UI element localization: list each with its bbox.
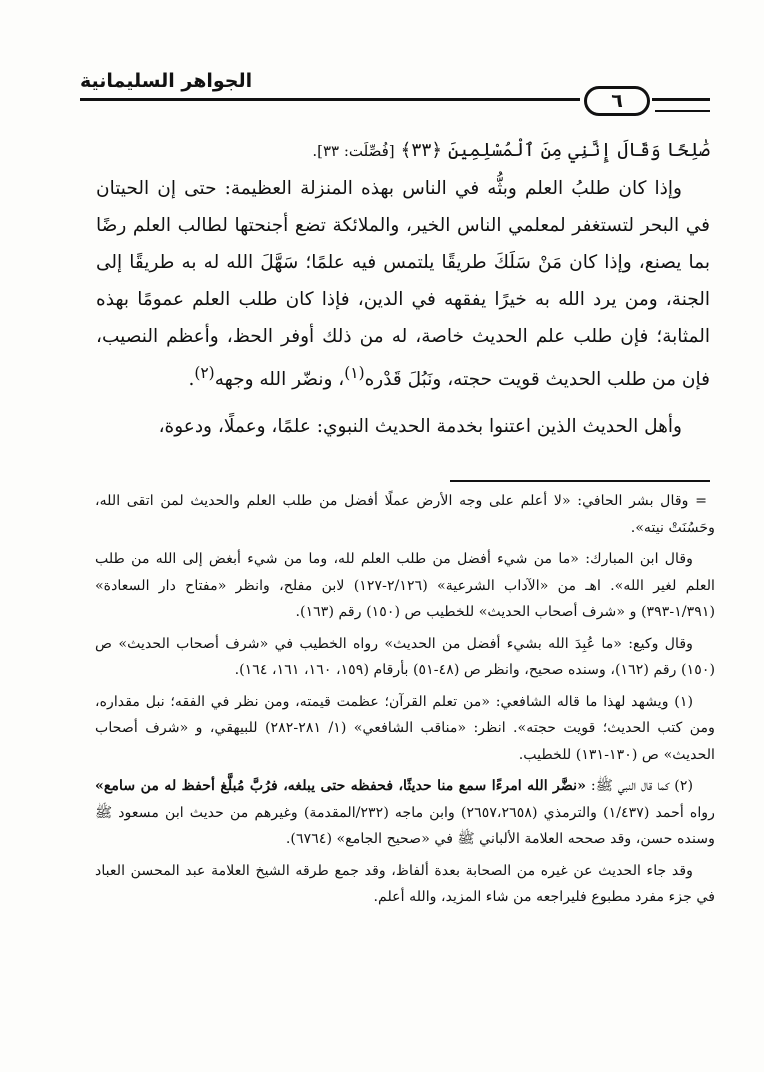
running-title: الجواهر السليمانية <box>80 70 253 92</box>
footnote-1: (١) ويشهد لهذا ما قاله الشافعي: «من تعلم القرآن؛ عظمت قيمته، ومن نظر في الفقه؛ نبل مقداره، ومن كتب الحديث؛ قويت حجته». انظر: «مناقب الشافعي» (١/ ٢٨١-٢٨٢) للبيهقي، و «شرف أصحاب الحديث» ص (١٣٠-١٣١) للخطيب. <box>95 693 716 763</box>
footnotes <box>95 488 715 916</box>
footnote-marker-1: (١) <box>344 364 365 382</box>
page-number-frame <box>580 86 652 114</box>
footnote-marker-2: (٢) <box>194 364 215 382</box>
paragraph-1-end: . <box>188 369 195 391</box>
paragraph-1-tail: ، ونضّر الله وجهه <box>214 369 345 391</box>
paragraph-2: وأهل الحديث الذين اعتنوا بخدمة الحديث النبوي: علمًا، وعملًا، ودعوة، <box>158 416 682 438</box>
footnote-2-lead: (٢) كما قال النبي ﷺ: <box>585 778 693 794</box>
footnote-continued-b: وقال ابن المبارك: «ما من شيء أفضل من طلب العلم لله، وما من شيء أبغض إلى الله من طلب العلم لغير الله». اهـ من «الآداب الشرعية» (٢/١٢٦-١٢٧) لابن مفلح، وانظر «مفتاح دار السعادة» (١/٣٩١-٣٩٣) و «شرف أصحاب الحديث» للخطيب ص (١٥٠) رقم (١٦٣). <box>95 551 715 620</box>
header-ornament <box>655 99 710 112</box>
footnote-continued-c: وقال وكيع: «ما عُبِدَ الله بشيء أفضل من الحديث» رواه الخطيب في «شرف أصحاب الحديث» ص (١٥٠) رقم (١٦٢)، وسنده صحيح، وانظر ص (٤٨-٥١) بأرقام (١٥٩، ١٦٠، ١٦١، ١٦٤). <box>95 635 715 678</box>
footnote-2-rest: رواه أحمد (١/٤٣٧) والترمذي (٢٦٥٧،٢٦٥٨) وابن ماجه (٢٣٢/المقدمة) وغيرهم من حديث ابن مسعود ﷺ وسنده حسن، وقد صححه العلامة الألباني ﷺ في «صحيح الجامع» (٦٧٦٤). <box>95 804 715 847</box>
paragraph-1-text: وإذا كان طلبُ العلم وبثُّه في الناس بهذه المنزلة العظيمة: حتى إن الحيتان في البحر لتستغفر لمعلمي الناس الخير، والملائكة تضع أجنحتها لطالب العلم رضًا بما يصنع، وإذا كان مَنْ سَلَكَ طريقًا يلتمس فيه علمًا؛ سَهَّلَ الله له به طريقًا إلى الجنة، ومن يرد الله به خيرًا يفقهه في الدين، فإذا كان طلب العلم عمومًا بهذه المثابة؛ فإن طلب علم الحديث خاصة، له من ذلك أوفر الحظ، وأعظم النصيب، فإن من طلب الحديث قويت حجته، ونَبُلَ قَدْره <box>96 178 710 391</box>
quran-verse: صَٰلِحًا وَقَالَ إِنَّنِي مِنَ ٱلْمُسْلِمِينَ ﴿٣٣﴾ <box>400 140 710 161</box>
footnote-2-hadith: «نضَّر الله امرءًا سمع منا حديثًا، فحفظه حتى يبلغه، فرُبَّ مُبلَّغ أحفظ له من سامع» <box>95 778 586 794</box>
verse-line <box>96 132 710 170</box>
paragraph-1 <box>96 170 710 398</box>
footnote-2-continued: وقد جاء الحديث عن غيره من الصحابة بعدة ألفاظ، وقد جمع طرقه الشيخ العلامة عبد المحسن العباد في جزء مفرد مطبوع فليراجعه من شاء المزيد، والله أعلم. <box>95 862 715 905</box>
main-text <box>96 132 710 445</box>
verse-reference: [فُصِّلَت: ٣٣]. <box>312 142 395 160</box>
footnote-2 <box>95 773 715 853</box>
page-number: ٦ <box>584 86 650 116</box>
footnote-continued-a: = وقال بشر الحافي: «لا أعلم على وجه الأرض عملًا أفضل من طلب العلم والحديث لمن اتقى الله، وحَسُنَتْ نيته». <box>95 493 715 536</box>
footnote-separator <box>450 480 710 482</box>
